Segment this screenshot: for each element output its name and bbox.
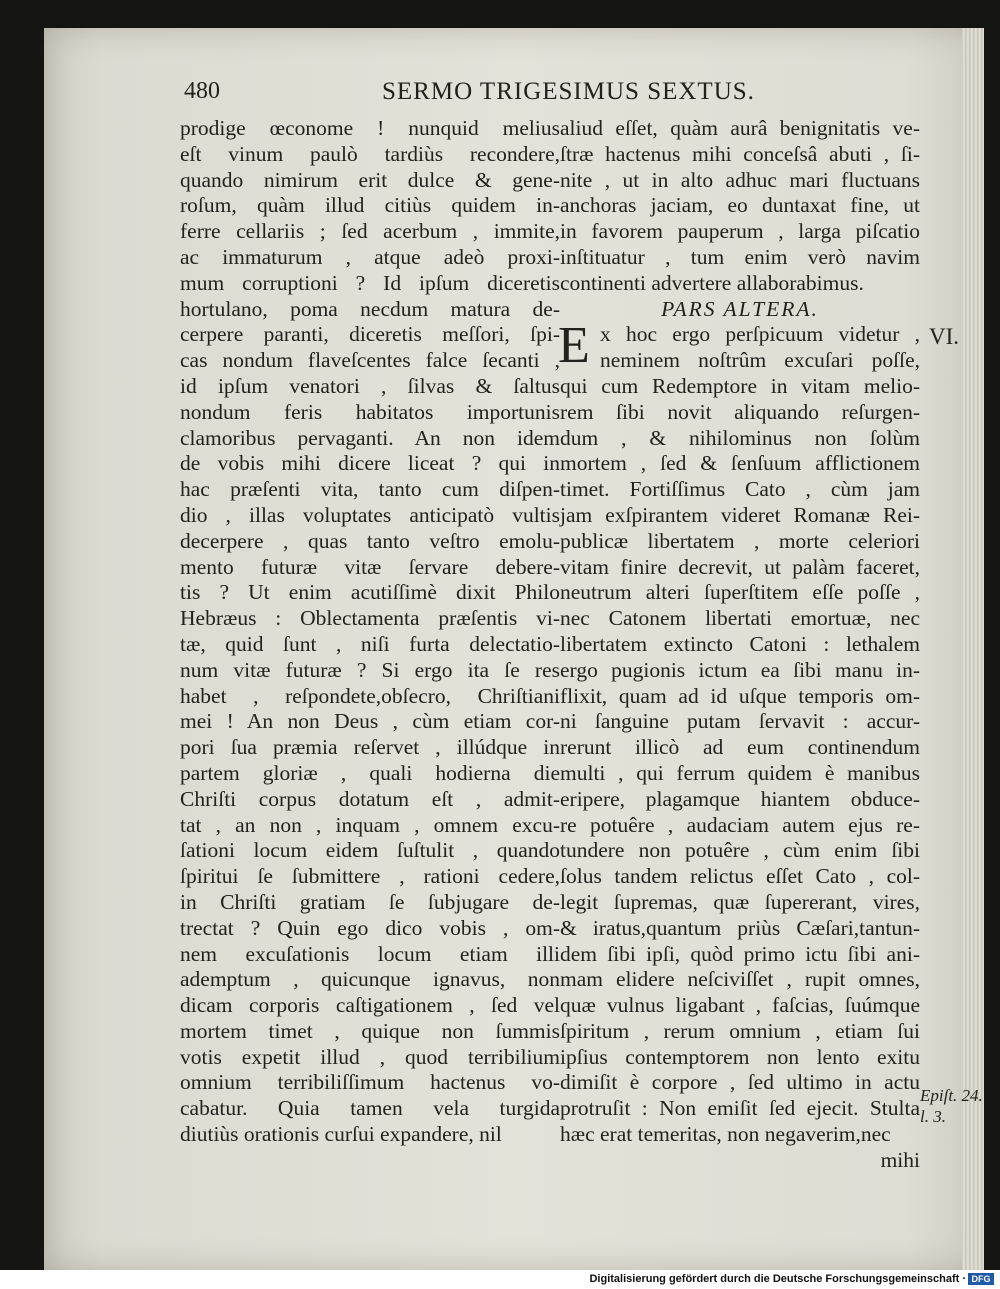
dropcap-line-text: x hoc ergo perſpicuum videtur , (600, 322, 920, 347)
text-line: clamoribus pervaganti. An non idem (180, 425, 560, 450)
margin-citation-line-1: Epiſt. 24. (920, 1086, 983, 1105)
text-line: partem gloriæ , quali hodierna die (180, 760, 560, 785)
text-line: cas nondum flaveſcentes falce ſecanti , (180, 348, 560, 373)
text-line: aliud eſſet, quàm aurâ benignitatis ve- (560, 116, 920, 140)
text-line: continenti advertere allaborabimus. (560, 270, 864, 295)
text-line: hac præſenti vita, tanto cum diſpen- (180, 477, 560, 502)
text-line: dimiſit è corpore , ſed ultimo in actu (560, 1070, 920, 1095)
text-line: decerpere , quas tanto veſtro emolu- (180, 528, 560, 553)
margin-section-number: VI. (929, 324, 960, 349)
text-line: dicam corporis caſtigationem , ſed vel (180, 993, 560, 1018)
page-edge (962, 28, 984, 1270)
margin-citation-line-2: l. 3. (920, 1107, 946, 1126)
text-line: legit ſupremas, quæ ſupererant, vires, (560, 889, 920, 914)
text-line: tis ? Ut enim acutiſſimè dixit Philo (180, 580, 560, 605)
text-line: nem excuſationis locum etiam illi (180, 941, 560, 966)
text-line: pori ſua præmia reſervet , illúdque in (180, 735, 560, 760)
text-line: qui cum Redemptore in vitam melio- (560, 373, 920, 398)
text-line: eſt vinum paulò tardiùs recondere, (180, 141, 560, 166)
footer-bar (0, 1270, 1000, 1289)
text-line: Chriſti corpus dotatum eſt , admit- (180, 786, 560, 811)
text-line: ſpiritum , rerum omnium , etiam ſui (560, 1018, 920, 1043)
text-line: votis expetit illud , quod terribilium (180, 1044, 560, 1069)
text-line: nondum feris habitatos importunis (180, 399, 560, 424)
right-column (560, 116, 920, 1174)
text-line: omnium terribiliſſimum hactenus vo- (180, 1070, 560, 1095)
text-line: ſpiritui ſe ſubmittere , rationi cedere, (180, 864, 560, 889)
text-line: dio , illas voluptates anticipatò vultis (180, 502, 560, 527)
text-line: vitam finire decrevit, ut palàm faceret, (560, 554, 920, 579)
text-line: multi , qui ferrum quidem è manibus (560, 760, 920, 785)
drop-capital: E (558, 317, 590, 375)
text-line: anchoras jaciam, eo duntaxat fine, ut (560, 193, 920, 218)
text-line: dem ſibi ipſi, quòd primo ictu ſibi ani- (560, 941, 920, 966)
margin-citation (920, 1085, 983, 1127)
text-line: de vobis mihi dicere liceat ? qui in (180, 451, 560, 476)
text-line: flixit, quam ad id uſque temporis om- (560, 683, 920, 708)
text-line: protruſit : Non emiſit ſed ejecit. Stulta (560, 1096, 920, 1121)
text-line: mortem timet , quique non ſummis (180, 1018, 560, 1043)
text-line: prodige œconome ! nunquid melius (180, 116, 560, 140)
text-line: quæ vulnus ligabant , faſcias, ſuúmque (560, 993, 920, 1018)
text-line: ferre cellariis ; ſed acerbum , immite, (180, 219, 560, 244)
text-line: & iratus,quantum priùs Cæſari,tantun- (560, 915, 920, 940)
text-line: roſum, quàm illud citiùs quidem in- (180, 193, 560, 218)
page-header (44, 78, 984, 118)
text-line: habet , reſpondete,obſecro, Chriſtiani (180, 683, 560, 708)
text-line: hæc erat temeritas, non negaverim,nec (560, 1122, 891, 1147)
text-line: mei ! An non Deus , cùm etiam cor- (180, 709, 560, 734)
text-line: ipſius contemptorem non lento exitu (560, 1044, 920, 1069)
text-line: id ipſum venatori , ſilvas & ſaltus (180, 373, 560, 398)
text-line: ſationi locum eidem ſuſtulit , quando (180, 838, 560, 863)
running-title: SERMO TRIGESIMUS SEXTUS. (382, 78, 755, 105)
text-line: quando nimirum erit dulce & gene- (180, 167, 560, 192)
dropcap-paragraph-line-2: neminem noſtrûm excuſari poſſe, (600, 348, 920, 373)
text-line: jam exſpirantem videret Romanæ Rei- (560, 502, 920, 527)
text-line: tæ, quid ſunt , niſi furta delectatio- (180, 631, 560, 656)
text-line: neutrum alteri ſuperſtitem eſſe poſſe , (560, 580, 920, 605)
text-line: inſtituatur , tum enim verò navim (560, 244, 920, 269)
text-line: mam elidere neſciviſſet , rupit omnes, (560, 967, 920, 992)
text-line: ſolus tandem relictus eſſet Cato , col- (560, 864, 920, 889)
section-heading: PARS ALTERA. (661, 296, 819, 321)
text-line: ademptum , quicunque ignavus, non (180, 967, 560, 992)
text-line: timet. Fortiſſimus Cato , cùm jam (560, 477, 920, 502)
text-line: mortem , ſed & ſenſuum afflictionem (560, 451, 920, 476)
text-line: hortulano, poma necdum matura de- (180, 296, 560, 321)
text-line: tat , an non , inquam , omnem excu- (180, 812, 560, 837)
footer-credit: Digitalisierung gefördert durch die Deutsche Forschungsgemeinschaft · (589, 1273, 966, 1285)
text-line: in favorem pauperum , larga piſcatio (560, 219, 920, 244)
text-line: nite , ut in alto adhuc mari fluctuans (560, 167, 920, 192)
text-line: dum , & nihilominus non ſolùm (560, 425, 920, 450)
text-line: trectat ? Quin ego dico vobis , om- (180, 915, 560, 940)
text-line: ni ſanguine putam ſervavit : accur- (560, 709, 920, 734)
text-line: cerpere paranti, diceretis meſſori, ſpi- (180, 322, 560, 347)
page-number: 480 (184, 78, 220, 104)
text-line: eripere, plagamque hiantem obduce- (560, 786, 920, 811)
text-line: mento futuræ vitæ ſervare debere- (180, 554, 560, 579)
left-column (180, 116, 560, 1148)
text-line: rerunt illicò ad eum continendum (560, 735, 920, 760)
text-line: re potuêre , audaciam autem ejus re- (560, 812, 920, 837)
text-line: tundere non potuêre , cùm enim ſibi (560, 838, 920, 863)
text-line: ergo pugionis ictum ea ſibi manu in- (560, 657, 920, 682)
text-line: ſtræ hactenus mihi conceſsâ abuti , ſi- (560, 141, 920, 166)
text-line: Hebræus : Oblectamenta præſentis vi- (180, 606, 560, 631)
text-line: mum corruptioni ? Id ipſum diceretis (180, 270, 560, 295)
text-line: num vitæ futuræ ? Si ergo ita ſe res (180, 657, 560, 682)
book-page (44, 28, 984, 1270)
text-line: libertatem extincto Catoni : lethalem (560, 631, 920, 656)
text-line: publicæ libertatem , morte celeriori (560, 528, 920, 553)
text-line: in Chriſti gratiam ſe ſubjugare de- (180, 889, 560, 914)
text-line: ac immaturum , atque adeò proxi- (180, 244, 560, 269)
dfg-logo-icon: DFG (968, 1273, 994, 1285)
catchword: mihi (880, 1147, 920, 1172)
text-line: nec Catonem libertati emortuæ, nec (560, 606, 920, 631)
text-line: diutiùs orationis curſui expandere, nil (180, 1122, 502, 1147)
text-line: cabatur. Quia tamen vela turgida (180, 1096, 560, 1121)
text-line: rem ſibi novit aliquando reſurgen- (560, 399, 920, 424)
